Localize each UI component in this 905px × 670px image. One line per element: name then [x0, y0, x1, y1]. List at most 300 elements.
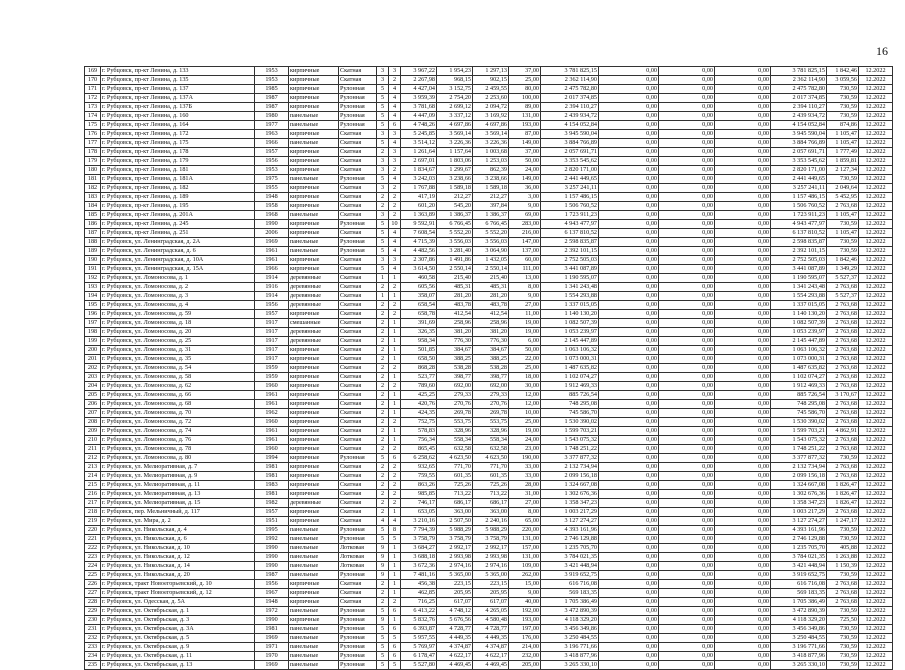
build-year-cell: 1990 [255, 616, 289, 625]
cost-municipal-budget-cell: 0,00 [715, 481, 771, 490]
living-area-cell: 1 589,18 [437, 184, 473, 193]
total-area-cell: 658,78 [401, 310, 437, 319]
residential-area-cell: 902,15 [473, 76, 509, 85]
cost-total-cell: 3 418 877,96 [541, 652, 599, 661]
cost-per-sqm-cell: 730,59 [827, 85, 859, 94]
total-area-cell: 358,07 [401, 292, 437, 301]
wall-material-cell: панельные [289, 544, 339, 553]
cost-total-cell: 745 586,70 [541, 409, 599, 418]
residential-area-cell: 363,00 [473, 508, 509, 517]
cost-total-cell: 3 884 766,89 [541, 139, 599, 148]
residential-area-cell: 3 226,36 [473, 139, 509, 148]
floors-cell: 2 [377, 427, 389, 436]
roof-type-cell: Скатная [339, 517, 377, 526]
entrances-cell: 2 [389, 472, 401, 481]
wall-material-cell: кирпичные [289, 193, 339, 202]
roof-type-cell: Скатная [339, 436, 377, 445]
cost-regional-budget-cell: 0,00 [659, 157, 715, 166]
table-row [85, 229, 893, 238]
cost-fund-reform-cell: 0,00 [599, 454, 659, 463]
table-row [85, 580, 893, 589]
residents-cell: 24,00 [509, 436, 541, 445]
table-row [85, 148, 893, 157]
planned-date-cell: 12.2022 [859, 292, 893, 301]
floors-cell: 5 [377, 634, 389, 643]
wall-material-cell: кирпичные [289, 427, 339, 436]
residential-area-cell: 270,76 [473, 400, 509, 409]
living-area-cell: 3 758,79 [437, 535, 473, 544]
table-row [85, 553, 893, 562]
planned-date-cell: 12.2022 [859, 499, 893, 508]
row-number-cell: 206 [85, 400, 101, 409]
planned-date-cell: 12.2022 [859, 355, 893, 364]
roof-type-cell: Рулонная [339, 607, 377, 616]
cost-regional-budget-cell: 0,00 [659, 265, 715, 274]
living-area-cell: 1 386,37 [437, 211, 473, 220]
entrances-cell: 8 [389, 526, 401, 535]
build-year-cell: 1987 [255, 94, 289, 103]
residents-cell: 149,00 [509, 175, 541, 184]
wall-material-cell: панельные [289, 571, 339, 580]
build-year-cell: 1971 [255, 643, 289, 652]
table-row [85, 463, 893, 472]
cost-per-sqm-cell: 1 105,47 [827, 130, 859, 139]
cost-fund-reform-cell: 0,00 [599, 391, 659, 400]
total-area-cell: 1 767,88 [401, 184, 437, 193]
table-row [85, 85, 893, 94]
build-year-cell: 1963 [255, 130, 289, 139]
cost-owners-cell: 2 394 110,27 [771, 103, 827, 112]
table-row [85, 130, 893, 139]
build-year-cell: 1987 [255, 571, 289, 580]
cost-regional-budget-cell: 0,00 [659, 382, 715, 391]
row-number-cell: 193 [85, 283, 101, 292]
table-row [85, 364, 893, 373]
cost-owners-cell: 1 506 760,52 [771, 202, 827, 211]
cost-total-cell: 2 475 782,80 [541, 85, 599, 94]
roof-type-cell: Рулонная [339, 220, 377, 229]
residential-area-cell: 5 988,29 [473, 526, 509, 535]
residential-area-cell: 4 697,86 [473, 121, 509, 130]
total-area-cell: 789,60 [401, 382, 437, 391]
cost-total-cell: 1 190 595,07 [541, 274, 599, 283]
cost-fund-reform-cell: 0,00 [599, 229, 659, 238]
living-area-cell: 5 676,56 [437, 616, 473, 625]
planned-date-cell: 12.2022 [859, 373, 893, 382]
cost-per-sqm-cell: 2 763,68 [827, 580, 859, 589]
floors-cell: 3 [377, 67, 389, 76]
build-year-cell: 1969 [255, 634, 289, 643]
floors-cell: 5 [377, 103, 389, 112]
address-cell: г. Рубцовск, пр-кт Ленина, д. 182 [101, 184, 255, 193]
total-area-cell: 3 614,50 [401, 265, 437, 274]
cost-total-cell: 1 337 015,05 [541, 301, 599, 310]
wall-material-cell: деревянные [289, 301, 339, 310]
residents-cell: 37,00 [509, 148, 541, 157]
planned-date-cell: 12.2022 [859, 94, 893, 103]
residential-area-cell: 4 622,17 [473, 652, 509, 661]
living-area-cell: 686,17 [437, 499, 473, 508]
cost-owners-cell: 2 441 449,65 [771, 175, 827, 184]
cost-municipal-budget-cell: 0,00 [715, 445, 771, 454]
row-number-cell: 221 [85, 535, 101, 544]
total-area-cell: 523,77 [401, 373, 437, 382]
cost-per-sqm-cell: 1 859,81 [827, 157, 859, 166]
build-year-cell: 1914 [255, 274, 289, 283]
entrances-cell: 6 [389, 454, 401, 463]
row-number-cell: 229 [85, 607, 101, 616]
address-cell: г. Рубцовск, ул. Никольская, д. 12 [101, 553, 255, 562]
wall-material-cell: кирпичные [289, 166, 339, 175]
total-area-cell: 3 967,22 [401, 67, 437, 76]
wall-material-cell: кирпичные [289, 490, 339, 499]
living-area-cell: 2 507,50 [437, 517, 473, 526]
planned-date-cell: 12.2022 [859, 229, 893, 238]
floors-cell: 5 [377, 238, 389, 247]
living-area-cell: 2 754,20 [437, 94, 473, 103]
residents-cell: 36,00 [509, 184, 541, 193]
table-row [85, 211, 893, 220]
wall-material-cell: кирпичные [289, 418, 339, 427]
residents-cell: 176,00 [509, 634, 541, 643]
roof-type-cell: Рулонная [339, 526, 377, 535]
cost-total-cell: 1 705 386,49 [541, 598, 599, 607]
cost-regional-budget-cell: 0,00 [659, 508, 715, 517]
entrances-cell: 3 [389, 67, 401, 76]
address-cell: г. Рубцовск, ул. Ломоносова, д. 70 [101, 409, 255, 418]
cost-municipal-budget-cell: 0,00 [715, 355, 771, 364]
cost-municipal-budget-cell: 0,00 [715, 139, 771, 148]
cost-owners-cell: 1 324 667,08 [771, 481, 827, 490]
table-row [85, 535, 893, 544]
floors-cell: 2 [377, 373, 389, 382]
cost-fund-reform-cell: 0,00 [599, 571, 659, 580]
table-row [85, 400, 893, 409]
living-area-cell: 215,40 [437, 274, 473, 283]
wall-material-cell: кирпичные [289, 580, 339, 589]
cost-municipal-budget-cell: 0,00 [715, 184, 771, 193]
residents-cell: 27,00 [509, 499, 541, 508]
wall-material-cell: кирпичные [289, 463, 339, 472]
roof-type-cell: Рулонная [339, 643, 377, 652]
floors-cell: 9 [377, 553, 389, 562]
residents-cell: 220,00 [509, 526, 541, 535]
total-area-cell: 863,26 [401, 481, 437, 490]
planned-date-cell: 12.2022 [859, 481, 893, 490]
planned-date-cell: 12.2022 [859, 391, 893, 400]
living-area-cell: 2 992,17 [437, 544, 473, 553]
cost-per-sqm-cell: 874,86 [827, 121, 859, 130]
cost-owners-cell: 3 456 349,86 [771, 625, 827, 634]
entrances-cell: 1 [389, 337, 401, 346]
cost-owners-cell: 2 598 835,87 [771, 238, 827, 247]
wall-material-cell: деревянные [289, 274, 339, 283]
cost-regional-budget-cell: 0,00 [659, 220, 715, 229]
table-row [85, 616, 893, 625]
planned-date-cell: 12.2022 [859, 157, 893, 166]
cost-municipal-budget-cell: 0,00 [715, 211, 771, 220]
address-cell: г. Рубцовск, пр-кт Ленина, д. 181 [101, 166, 255, 175]
floors-cell: 2 [377, 499, 389, 508]
address-cell: г. Рубцовск, пер. Мельничный, д. 117 [101, 508, 255, 517]
entrances-cell: 4 [389, 229, 401, 238]
entrances-cell: 2 [389, 301, 401, 310]
row-number-cell: 192 [85, 274, 101, 283]
build-year-cell: 1980 [255, 112, 289, 121]
living-area-cell: 363,00 [437, 508, 473, 517]
residential-area-cell: 2 974,16 [473, 562, 509, 571]
table-row [85, 589, 893, 598]
entrances-cell: 2 [389, 283, 401, 292]
cost-total-cell: 3 377 877,32 [541, 454, 599, 463]
cost-fund-reform-cell: 0,00 [599, 337, 659, 346]
floors-cell: 2 [377, 589, 389, 598]
entrances-cell: 1 [389, 292, 401, 301]
planned-date-cell: 12.2022 [859, 265, 893, 274]
build-year-cell: 1917 [255, 328, 289, 337]
roof-type-cell: Скатная [339, 256, 377, 265]
row-number-cell: 196 [85, 310, 101, 319]
planned-date-cell: 12.2022 [859, 571, 893, 580]
cost-owners-cell: 4 943 477,97 [771, 220, 827, 229]
cost-regional-budget-cell: 0,00 [659, 112, 715, 121]
cost-municipal-budget-cell: 0,00 [715, 247, 771, 256]
build-year-cell: 1990 [255, 553, 289, 562]
floors-cell: 9 [377, 616, 389, 625]
wall-material-cell: кирпичные [289, 472, 339, 481]
living-area-cell: 398,77 [437, 373, 473, 382]
living-area-cell: 212,27 [437, 193, 473, 202]
table-row [85, 409, 893, 418]
cost-total-cell: 1 723 911,23 [541, 211, 599, 220]
residents-cell: 9,00 [509, 292, 541, 301]
wall-material-cell: кирпичные [289, 598, 339, 607]
cost-total-cell: 1 157 486,15 [541, 193, 599, 202]
cost-total-cell: 1 487 635,82 [541, 364, 599, 373]
wall-material-cell: кирпичные [289, 364, 339, 373]
cost-owners-cell: 745 586,70 [771, 409, 827, 418]
cost-municipal-budget-cell: 0,00 [715, 319, 771, 328]
living-area-cell: 553,75 [437, 418, 473, 427]
entrances-cell: 1 [389, 319, 401, 328]
residents-cell: 12,00 [509, 400, 541, 409]
planned-date-cell: 12.2022 [859, 130, 893, 139]
cost-per-sqm-cell: 5 452,95 [827, 193, 859, 202]
living-area-cell: 3 152,75 [437, 85, 473, 94]
cost-fund-reform-cell: 0,00 [599, 562, 659, 571]
address-cell: г. Рубцовск, ул. Ломоносова, д. 80 [101, 454, 255, 463]
cost-regional-budget-cell: 0,00 [659, 499, 715, 508]
cost-regional-budget-cell: 0,00 [659, 76, 715, 85]
table-row [85, 355, 893, 364]
roof-type-cell: Скатная [339, 67, 377, 76]
cost-regional-budget-cell: 0,00 [659, 454, 715, 463]
row-number-cell: 184 [85, 202, 101, 211]
build-year-cell: 1981 [255, 463, 289, 472]
cost-owners-cell: 2 057 691,71 [771, 148, 827, 157]
cost-municipal-budget-cell: 0,00 [715, 220, 771, 229]
build-year-cell: 1966 [255, 265, 289, 274]
entrances-cell: 1 [389, 508, 401, 517]
wall-material-cell: деревянные [289, 499, 339, 508]
table-row [85, 301, 893, 310]
residents-cell: 216,00 [509, 229, 541, 238]
floors-cell: 5 [377, 607, 389, 616]
roof-type-cell: Скатная [339, 445, 377, 454]
entrances-cell: 1 [389, 409, 401, 418]
roof-type-cell: Рулонная [339, 121, 377, 130]
cost-total-cell: 616 716,08 [541, 580, 599, 589]
cost-fund-reform-cell: 0,00 [599, 166, 659, 175]
address-cell: г. Рубцовск, ул. Мелиоративная, д. 9 [101, 472, 255, 481]
total-area-cell: 865,45 [401, 445, 437, 454]
cost-fund-reform-cell: 0,00 [599, 400, 659, 409]
total-area-cell: 3 959,39 [401, 94, 437, 103]
address-cell: г. Рубцовск, ул. Ломоносова, д. 62 [101, 382, 255, 391]
wall-material-cell: кирпичные [289, 85, 339, 94]
entrances-cell: 4 [389, 517, 401, 526]
cost-per-sqm-cell: 2 763,68 [827, 400, 859, 409]
living-area-cell: 328,96 [437, 427, 473, 436]
cost-per-sqm-cell: 1 826,47 [827, 481, 859, 490]
build-year-cell: 1972 [255, 607, 289, 616]
cost-regional-budget-cell: 0,00 [659, 274, 715, 283]
cost-per-sqm-cell: 405,88 [827, 544, 859, 553]
row-number-cell: 217 [85, 499, 101, 508]
cost-total-cell: 1 506 760,52 [541, 202, 599, 211]
cost-total-cell: 1 082 507,39 [541, 319, 599, 328]
entrances-cell: 2 [389, 382, 401, 391]
cost-regional-budget-cell: 0,00 [659, 193, 715, 202]
entrances-cell: 4 [389, 247, 401, 256]
row-number-cell: 212 [85, 454, 101, 463]
cost-owners-cell: 2 145 447,89 [771, 337, 827, 346]
residents-cell: 25,00 [509, 76, 541, 85]
row-number-cell: 185 [85, 211, 101, 220]
cost-owners-cell: 1 102 074,27 [771, 373, 827, 382]
wall-material-cell: панельные [289, 112, 339, 121]
cost-owners-cell: 3 784 021,35 [771, 553, 827, 562]
planned-date-cell: 12.2022 [859, 625, 893, 634]
cost-fund-reform-cell: 0,00 [599, 247, 659, 256]
cost-municipal-budget-cell: 0,00 [715, 454, 771, 463]
residents-cell: 87,00 [509, 130, 541, 139]
row-number-cell: 179 [85, 157, 101, 166]
cost-municipal-budget-cell: 0,00 [715, 661, 771, 670]
residents-cell: 25,00 [509, 364, 541, 373]
roof-type-cell: Рулонная [339, 247, 377, 256]
address-cell: г. Рубцовск, пр-кт Ленина, д. 175 [101, 139, 255, 148]
row-number-cell: 226 [85, 580, 101, 589]
residents-cell: 100,00 [509, 94, 541, 103]
address-cell: г. Рубцовск, пр-кт Ленина, д. 164 [101, 121, 255, 130]
row-number-cell: 180 [85, 166, 101, 175]
cost-per-sqm-cell: 1 826,47 [827, 490, 859, 499]
entrances-cell: 6 [389, 121, 401, 130]
cost-municipal-budget-cell: 0,00 [715, 544, 771, 553]
cost-per-sqm-cell: 2 763,68 [827, 364, 859, 373]
cost-per-sqm-cell: 5 527,37 [827, 274, 859, 283]
roof-type-cell: Скатная [339, 409, 377, 418]
floors-cell: 2 [377, 598, 389, 607]
planned-date-cell: 12.2022 [859, 634, 893, 643]
wall-material-cell: кирпичные [289, 202, 339, 211]
row-number-cell: 231 [85, 625, 101, 634]
residents-cell: 232,00 [509, 652, 541, 661]
cost-owners-cell: 1 723 911,23 [771, 211, 827, 220]
cost-regional-budget-cell: 0,00 [659, 544, 715, 553]
residential-area-cell: 776,30 [473, 337, 509, 346]
build-year-cell: 1961 [255, 391, 289, 400]
cost-owners-cell: 3 418 877,96 [771, 652, 827, 661]
cost-fund-reform-cell: 0,00 [599, 76, 659, 85]
roof-type-cell: Скатная [339, 319, 377, 328]
living-area-cell: 381,20 [437, 328, 473, 337]
build-year-cell: 1981 [255, 472, 289, 481]
cost-per-sqm-cell: 1 263,88 [827, 553, 859, 562]
cost-municipal-budget-cell: 0,00 [715, 517, 771, 526]
row-number-cell: 195 [85, 301, 101, 310]
table-row [85, 499, 893, 508]
entrances-cell: 5 [389, 535, 401, 544]
cost-regional-budget-cell: 0,00 [659, 418, 715, 427]
cost-total-cell: 1 554 293,88 [541, 292, 599, 301]
entrances-cell: 2 [389, 481, 401, 490]
floors-cell: 2 [377, 436, 389, 445]
row-number-cell: 207 [85, 409, 101, 418]
residential-area-cell: 1 589,18 [473, 184, 509, 193]
cost-per-sqm-cell: 725,50 [827, 616, 859, 625]
roof-type-cell: Скатная [339, 76, 377, 85]
cost-per-sqm-cell: 2 763,68 [827, 382, 859, 391]
residents-cell: 15,00 [509, 580, 541, 589]
living-area-cell: 771,70 [437, 463, 473, 472]
residents-cell: 22,00 [509, 355, 541, 364]
cost-municipal-budget-cell: 0,00 [715, 121, 771, 130]
cost-total-cell: 4 393 161,96 [541, 526, 599, 535]
cost-regional-budget-cell: 0,00 [659, 85, 715, 94]
living-area-cell: 3 569,14 [437, 130, 473, 139]
residential-area-cell: 279,33 [473, 391, 509, 400]
entrances-cell: 10 [389, 220, 401, 229]
roof-type-cell: Лотковая [339, 544, 377, 553]
cost-owners-cell: 748 295,08 [771, 400, 827, 409]
entrances-cell: 6 [389, 625, 401, 634]
living-area-cell: 205,95 [437, 589, 473, 598]
roof-type-cell: Рулонная [339, 112, 377, 121]
table-row [85, 373, 893, 382]
cost-fund-reform-cell: 0,00 [599, 490, 659, 499]
entrances-cell: 1 [389, 274, 401, 283]
total-area-cell: 7 794,39 [401, 526, 437, 535]
address-cell: г. Рубцовск, пр-кт Ленина, д. 133 [101, 67, 255, 76]
roof-type-cell: Скатная [339, 490, 377, 499]
residential-area-cell: 692,00 [473, 382, 509, 391]
build-year-cell: 1953 [255, 67, 289, 76]
total-area-cell: 456,38 [401, 580, 437, 589]
cost-total-cell: 1 358 347,23 [541, 499, 599, 508]
entrances-cell: 2 [389, 364, 401, 373]
planned-date-cell: 12.2022 [859, 121, 893, 130]
planned-date-cell: 12.2022 [859, 319, 893, 328]
wall-material-cell: кирпичные [289, 265, 339, 274]
residents-cell: 192,00 [509, 607, 541, 616]
planned-date-cell: 12.2022 [859, 103, 893, 112]
cost-per-sqm-cell: 2 763,68 [827, 589, 859, 598]
living-area-cell: 412,54 [437, 310, 473, 319]
cost-total-cell: 2 057 691,71 [541, 148, 599, 157]
wall-material-cell: кирпичные [289, 382, 339, 391]
